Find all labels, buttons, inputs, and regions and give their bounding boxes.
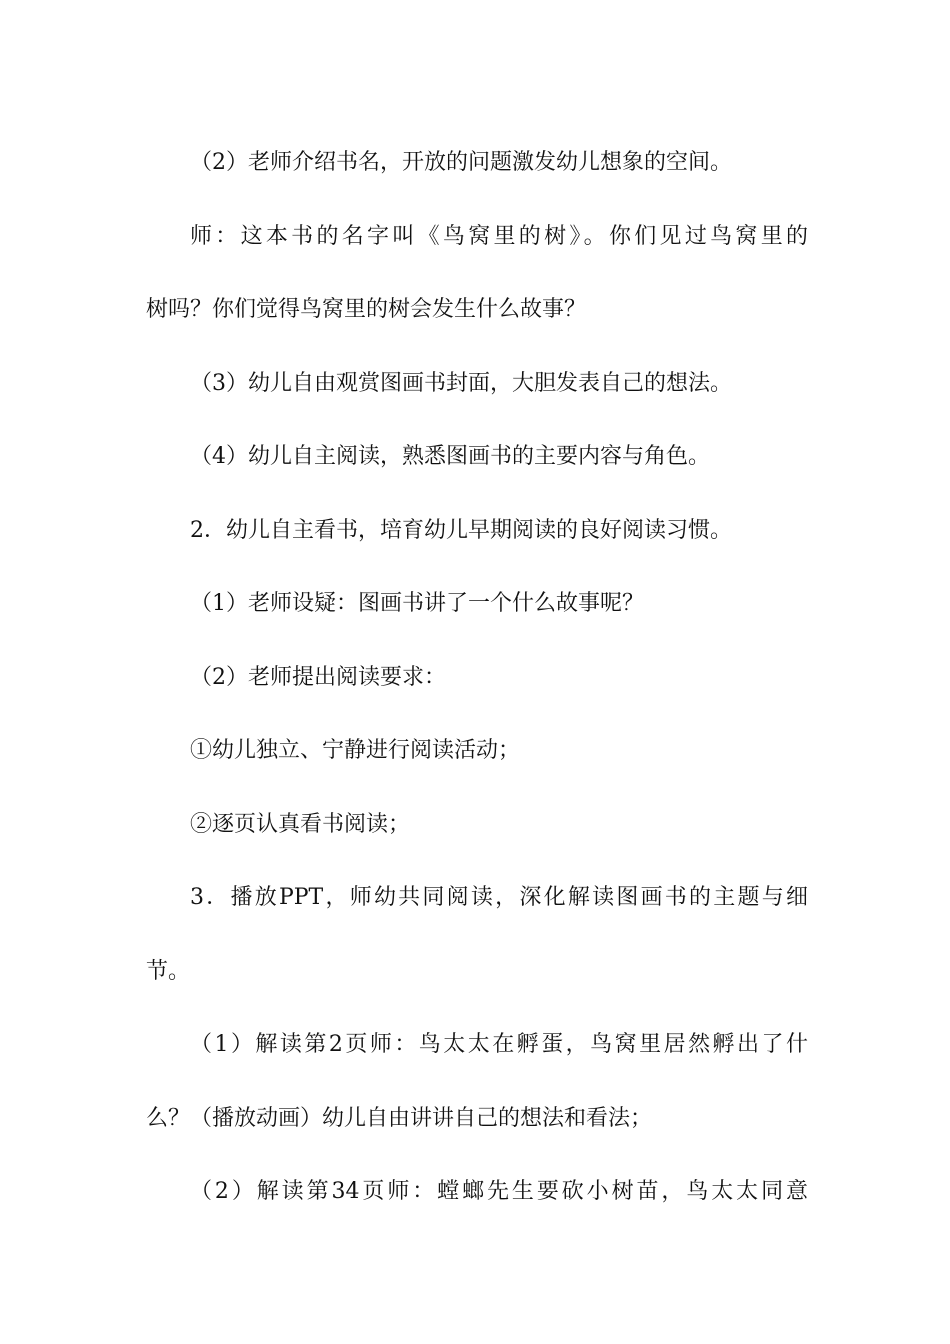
body-text (146, 126, 808, 1229)
paragraph-line: 么？（播放动画）幼儿自由讲讲自己的想法和看法； (146, 1105, 653, 1131)
paragraph-line: 3．播放PPT，师幼共同阅读，深化解读图画书的主题与细 (190, 885, 808, 910)
paragraph-line: （1）解读第2页师：鸟太太在孵蛋，鸟窝里居然孵出了什 (190, 1032, 808, 1057)
paragraph-line: 节。 (146, 958, 191, 984)
paragraph-line: （1）老师设疑：图画书讲了一个什么故事呢？ (190, 591, 644, 616)
paragraph-line: ①幼儿独立、宁静进行阅读活动； (190, 738, 521, 763)
paragraph-line: 2．幼儿自主看书，培育幼儿早期阅读的良好阅读习惯。 (190, 517, 732, 543)
paragraph-line: （3）幼儿自由观赏图画书封面，大胆发表自己的想法。 (190, 370, 732, 396)
paragraph-line: （4）幼儿自主阅读，熟悉图画书的主要内容与角色。 (190, 444, 710, 469)
paragraph-line: （2）老师介绍书名，开放的问题激发幼儿想象的空间。 (190, 150, 732, 175)
paragraph-line: 师：这本书的名字叫《鸟窝里的树》。你们见过鸟窝里的 (190, 223, 808, 249)
paragraph-line: （2）老师提出阅读要求： (190, 664, 446, 690)
paragraph-line: ②逐页认真看书阅读； (190, 811, 411, 837)
paragraph-line: （2）解读第34页师：螳螂先生要砍小树苗，鸟太太同意 (190, 1179, 808, 1204)
paragraph-line: 树吗？你们觉得鸟窝里的树会发生什么故事？ (146, 297, 587, 322)
